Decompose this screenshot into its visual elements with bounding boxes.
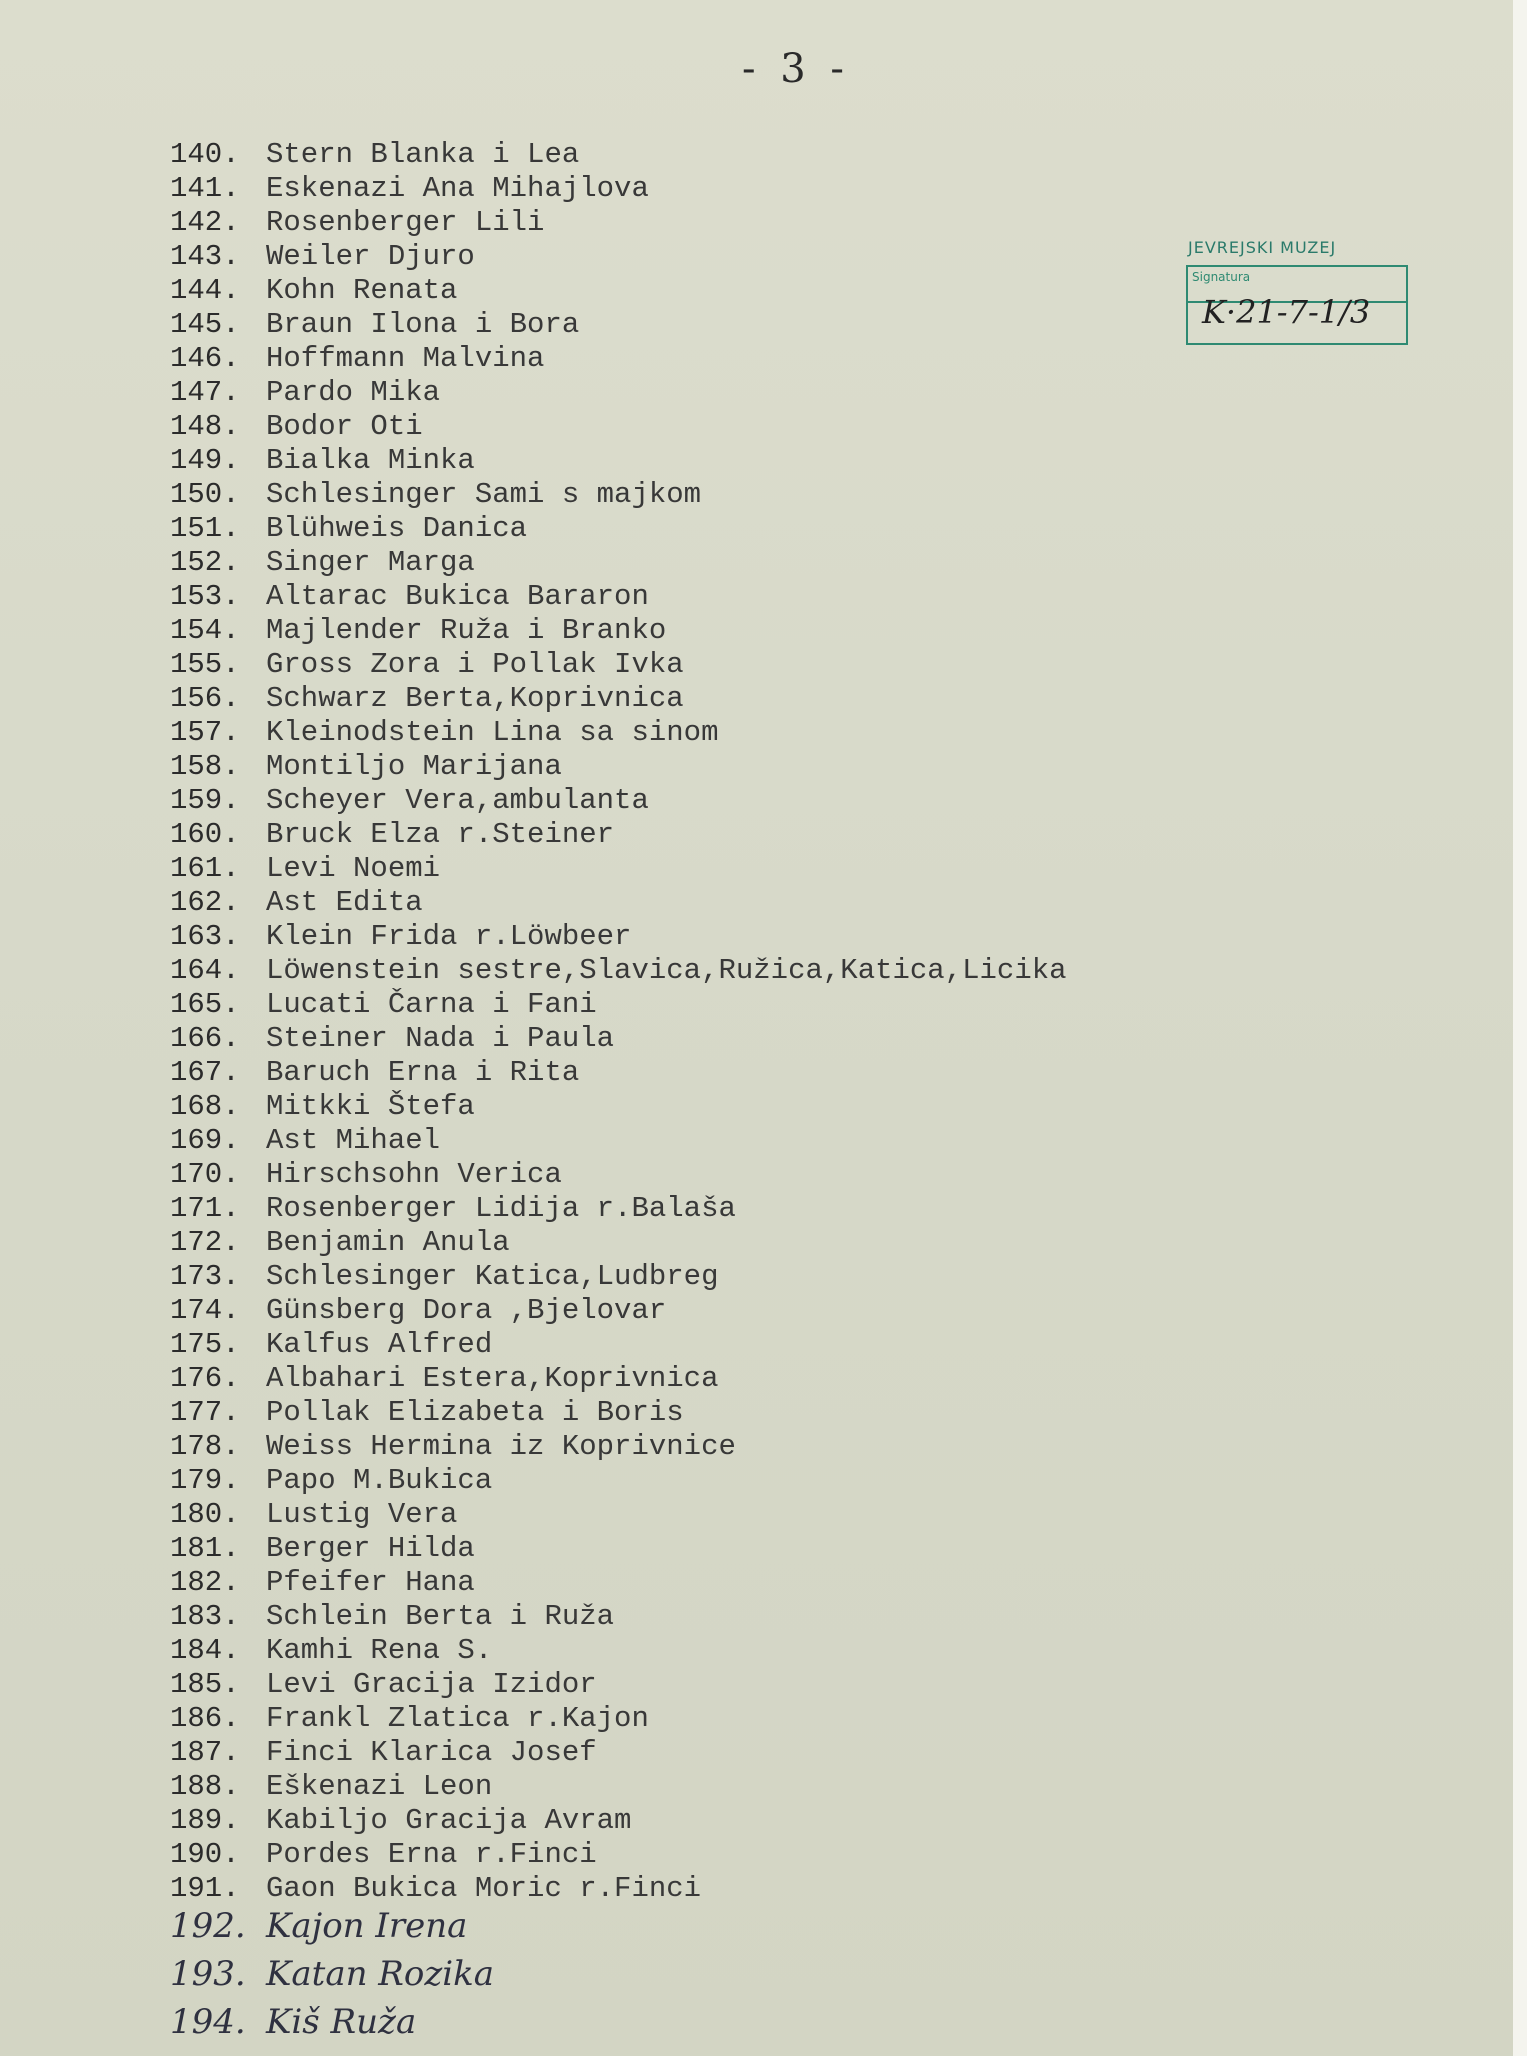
stamp-label: Signatura (1192, 270, 1251, 284)
entry-number: 166. (170, 1022, 240, 1055)
entry-number: 167. (170, 1056, 240, 1089)
entry-number: 180. (170, 1498, 240, 1531)
entry-name: Ast Mihael (266, 1124, 441, 1157)
list-entry (170, 1600, 1370, 1634)
entry-name: Ast Edita (266, 886, 423, 919)
entry-name: Katan Rozika (266, 1954, 495, 1994)
entry-number: 147. (170, 376, 240, 409)
entry-name: Kajon Irena (266, 1906, 468, 1946)
entry-number: 172. (170, 1226, 240, 1259)
entry-number: 142. (170, 206, 240, 239)
entry-name: Mitkki Štefa (266, 1090, 475, 1123)
entry-name: Günsberg Dora ,Bjelovar (266, 1294, 667, 1327)
list-entry (170, 1838, 1370, 1872)
entry-name: Weiss Hermina iz Koprivnice (266, 1430, 736, 1463)
list-entry (170, 308, 1370, 342)
list-entry (170, 920, 1370, 954)
entry-name: Rosenberger Lili (266, 206, 545, 239)
list-entry (170, 1498, 1370, 1532)
name-list (170, 138, 1370, 2050)
entry-name: Lucati Čarna i Fani (266, 988, 597, 1021)
entry-name: Kalfus Alfred (266, 1328, 493, 1361)
list-entry (170, 342, 1370, 376)
list-entry (170, 648, 1370, 682)
entry-number: 169. (170, 1124, 240, 1157)
list-entry (170, 1260, 1370, 1294)
entry-number: 194. (170, 2002, 246, 2042)
entry-name: Stern Blanka i Lea (266, 138, 580, 171)
list-entry (170, 1668, 1370, 1702)
entry-name: Kohn Renata (266, 274, 458, 307)
entry-name: Kiš Ruža (266, 2002, 417, 2042)
list-entry (170, 172, 1370, 206)
entry-name: Berger Hilda (266, 1532, 475, 1565)
entry-number: 176. (170, 1362, 240, 1395)
list-entry (170, 512, 1370, 546)
list-entry (170, 818, 1370, 852)
entry-name: Albahari Estera,Koprivnica (266, 1362, 719, 1395)
page-number: - 3 - (742, 46, 850, 92)
entry-name: Kabiljo Gracija Avram (266, 1804, 632, 1837)
entry-number: 146. (170, 342, 240, 375)
entry-name: Hirschsohn Verica (266, 1158, 562, 1191)
entry-name: Löwenstein sestre,Slavica,Ružica,Katica,Licika (266, 954, 1067, 987)
entry-number: 185. (170, 1668, 240, 1701)
entry-number: 164. (170, 954, 240, 987)
entry-number: 165. (170, 988, 240, 1021)
entry-name: Bialka Minka (266, 444, 475, 477)
entry-number: 145. (170, 308, 240, 341)
entry-number: 184. (170, 1634, 240, 1667)
list-entry (170, 852, 1370, 886)
entry-number: 170. (170, 1158, 240, 1191)
entry-number: 151. (170, 512, 240, 545)
list-entry (170, 1770, 1370, 1804)
list-entry (170, 1430, 1370, 1464)
entry-number: 179. (170, 1464, 240, 1497)
stamp-signature-code: K·21-7-1/3 (1202, 293, 1371, 331)
entry-number: 144. (170, 274, 240, 307)
entry-number: 177. (170, 1396, 240, 1429)
handwritten-entry (170, 1906, 1370, 1954)
list-entry (170, 1702, 1370, 1736)
list-entry (170, 1532, 1370, 1566)
entry-name: Blühweis Danica (266, 512, 528, 545)
list-entry (170, 716, 1370, 750)
entry-name: Majlender Ruža i Branko (266, 614, 667, 647)
entry-number: 187. (170, 1736, 240, 1769)
entry-name: Eškenazi Leon (266, 1770, 493, 1803)
entry-number: 148. (170, 410, 240, 443)
entry-name: Schwarz Berta,Koprivnica (266, 682, 684, 715)
list-entry (170, 1022, 1370, 1056)
entry-number: 192. (170, 1906, 246, 1946)
entry-number: 188. (170, 1770, 240, 1803)
entry-number: 153. (170, 580, 240, 613)
entry-number: 160. (170, 818, 240, 851)
entry-number: 189. (170, 1804, 240, 1837)
list-entry (170, 784, 1370, 818)
stamp-title: JEVREJSKI MUZEJ (1188, 238, 1337, 257)
page-edge (1513, 0, 1527, 2056)
entry-number: 152. (170, 546, 240, 579)
list-entry (170, 1464, 1370, 1498)
list-entry (170, 1124, 1370, 1158)
list-entry (170, 546, 1370, 580)
list-entry (170, 274, 1370, 308)
entry-name: Scheyer Vera,ambulanta (266, 784, 649, 817)
list-entry (170, 1158, 1370, 1192)
entry-number: 159. (170, 784, 240, 817)
list-entry (170, 138, 1370, 172)
entry-name: Schlesinger Katica,Ludbreg (266, 1260, 719, 1293)
entry-name: Pordes Erna r.Finci (266, 1838, 597, 1871)
list-entry (170, 580, 1370, 614)
handwritten-entry (170, 1954, 1370, 2002)
entry-number: 191. (170, 1872, 240, 1905)
entry-name: Altarac Bukica Bararon (266, 580, 649, 613)
list-entry (170, 1804, 1370, 1838)
entry-number: 186. (170, 1702, 240, 1735)
entry-name: Gaon Bukica Moric r.Finci (266, 1872, 702, 1905)
entry-name: Eskenazi Ana Mihajlova (266, 172, 649, 205)
entry-name: Levi Gracija Izidor (266, 1668, 597, 1701)
entry-number: 141. (170, 172, 240, 205)
list-entry (170, 1872, 1370, 1906)
list-entry (170, 1090, 1370, 1124)
entry-number: 143. (170, 240, 240, 273)
entry-number: 150. (170, 478, 240, 511)
entry-number: 178. (170, 1430, 240, 1463)
entry-number: 162. (170, 886, 240, 919)
entry-name: Weiler Djuro (266, 240, 475, 273)
list-entry (170, 886, 1370, 920)
entry-number: 181. (170, 1532, 240, 1565)
list-entry (170, 206, 1370, 240)
entry-name: Finci Klarica Josef (266, 1736, 597, 1769)
entry-number: 155. (170, 648, 240, 681)
list-entry (170, 1328, 1370, 1362)
list-entry (170, 1226, 1370, 1260)
entry-name: Schlein Berta i Ruža (266, 1600, 615, 1633)
entry-name: Papo M.Bukica (266, 1464, 493, 1497)
list-entry (170, 954, 1370, 988)
entry-name: Braun Ilona i Bora (266, 308, 580, 341)
entry-name: Levi Noemi (266, 852, 441, 885)
entry-name: Gross Zora i Pollak Ivka (266, 648, 684, 681)
entry-name: Singer Marga (266, 546, 475, 579)
entry-number: 156. (170, 682, 240, 715)
entry-name: Kamhi Rena S. (266, 1634, 493, 1667)
list-entry (170, 614, 1370, 648)
entry-name: Schlesinger Sami s majkom (266, 478, 702, 511)
list-entry (170, 988, 1370, 1022)
entry-name: Pfeifer Hana (266, 1566, 475, 1599)
list-entry (170, 1736, 1370, 1770)
list-entry (170, 1192, 1370, 1226)
entry-number: 175. (170, 1328, 240, 1361)
entry-number: 163. (170, 920, 240, 953)
entry-name: Klein Frida r.Löwbeer (266, 920, 632, 953)
entry-number: 140. (170, 138, 240, 171)
entry-number: 183. (170, 1600, 240, 1633)
list-entry (170, 1396, 1370, 1430)
list-entry (170, 1056, 1370, 1090)
entry-name: Lustig Vera (266, 1498, 458, 1531)
list-entry (170, 240, 1370, 274)
list-entry (170, 1566, 1370, 1600)
entry-name: Pardo Mika (266, 376, 441, 409)
entry-name: Baruch Erna i Rita (266, 1056, 580, 1089)
entry-name: Pollak Elizabeta i Boris (266, 1396, 684, 1429)
entry-name: Bruck Elza r.Steiner (266, 818, 615, 851)
entry-number: 174. (170, 1294, 240, 1327)
list-entry (170, 1294, 1370, 1328)
entry-name: Frankl Zlatica r.Kajon (266, 1702, 649, 1735)
entry-number: 173. (170, 1260, 240, 1293)
entry-number: 149. (170, 444, 240, 477)
handwritten-entry (170, 2002, 1370, 2050)
entry-number: 182. (170, 1566, 240, 1599)
entry-number: 193. (170, 1954, 246, 1994)
list-entry (170, 444, 1370, 478)
entry-number: 161. (170, 852, 240, 885)
entry-number: 168. (170, 1090, 240, 1123)
entry-number: 171. (170, 1192, 240, 1225)
list-entry (170, 376, 1370, 410)
entry-name: Rosenberger Lidija r.Balaša (266, 1192, 736, 1225)
entry-name: Montiljo Marijana (266, 750, 562, 783)
entry-number: 157. (170, 716, 240, 749)
entry-name: Hoffmann Malvina (266, 342, 545, 375)
list-entry (170, 682, 1370, 716)
list-entry (170, 410, 1370, 444)
list-entry (170, 478, 1370, 512)
entry-name: Benjamin Anula (266, 1226, 510, 1259)
list-entry (170, 1634, 1370, 1668)
entry-name: Steiner Nada i Paula (266, 1022, 615, 1055)
entry-number: 190. (170, 1838, 240, 1871)
entry-name: Bodor Oti (266, 410, 423, 443)
entry-number: 158. (170, 750, 240, 783)
list-entry (170, 750, 1370, 784)
entry-number: 154. (170, 614, 240, 647)
list-entry (170, 1362, 1370, 1396)
entry-name: Kleinodstein Lina sa sinom (266, 716, 719, 749)
